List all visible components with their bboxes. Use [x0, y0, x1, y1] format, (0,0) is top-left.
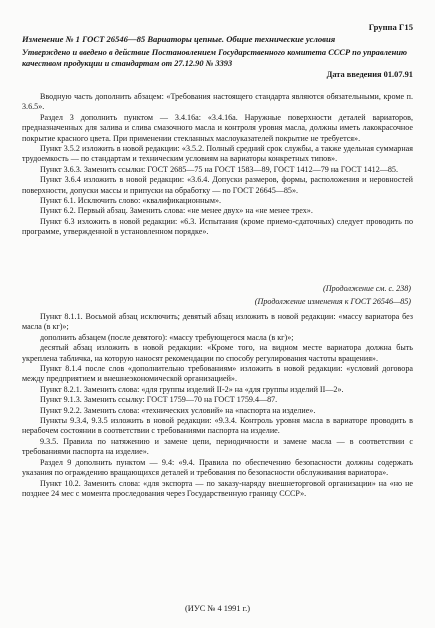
continuation-note: (Продолжение см. с. 238)	[323, 284, 411, 293]
paragraph: Пункт 3.6.3. Заменить ссылки: ГОСТ 2685—75 на ГОСТ 1583—89, ГОСТ 1412—79 на ГОСТ 1412—85.	[40, 164, 398, 174]
amendment-title: Изменение № 1 ГОСТ 26546—85 Вариаторы цепные. Общие технические условия	[22, 34, 336, 44]
paragraph: Пункт 8.2.1. Заменить слова: «для группы изделий II-2» на «для группы изделий II—2».	[40, 384, 344, 394]
paragraph: десятый абзац изложить в новой редакции: «Кроме того, на видном месте вариатора должна быть укреплена табличка, на которую наносят рекомендации по способу регулирования частоты вращения».	[22, 343, 413, 363]
effective-date: Дата введения 01.07.91	[326, 70, 413, 79]
paragraph: Пункты 9.3.4, 9.3.5 изложить в новой редакции: «9.3.4. Контроль уровня масла в вариаторе проводить в нерабочем состоянии в соответствии с требованиями паспорта на изделие.	[22, 416, 413, 436]
paragraph: Пункт 6.2. Первый абзац. Заменить слова: «не менее двух» на «не менее трех».	[40, 206, 313, 216]
paragraph: Пункт 3.5.2 изложить в новой редакции: «3.5.2. Полный средний срок службы, а также удельная суммарная трудоемкость — по стандартам и техническим условиям на вариаторы конкретных типов».	[22, 144, 413, 164]
paragraph: Вводную часть дополнить абзацем: «Требования настоящего стандарта являются обязательными, кроме п. 3.6.5».	[22, 92, 413, 112]
paragraph: Раздел 9 дополнить пунктом — 9.4: «9.4. Правила по обеспечению безопасности должны содержать указания по ограждению вращающихся деталей и требования по безопасности обслуживания вариатора».	[22, 457, 413, 478]
paragraph: Пункт 8.1.4 после слов «дополнительно требованиям» изложить в новой редакции: «условий договора между предприятием и внешнеэкономической организацией».	[22, 364, 413, 384]
paragraph: Пункт 6.3 изложить в новой редакции: «6.3. Испытания (кроме приемо-сдаточных) следует проводить по программе, утвержденной в установленном порядке».	[22, 216, 413, 237]
continuation-header: (Продолжение изменения к ГОСТ 26546—85)	[254, 297, 411, 306]
amendment-text-block-1	[22, 92, 413, 238]
publication-reference: (ИУС № 4 1991 г.)	[184, 604, 251, 613]
paragraph: дополнить абзацем (после девятого): «массу требующегося масла (в кг)»;	[40, 332, 294, 342]
paragraph: Пункт 6.1. Исключить слово: «квалификационным».	[40, 196, 222, 206]
paragraph: Пункт 9.2.2. Заменить слова: «технических условий» на «паспорта на изделие».	[40, 405, 316, 415]
paragraph: Раздел 3 дополнить пунктом — 3.4.16а: «3.4.16а. Наружные поверхности деталей вариаторов, предназначенных для залива и слива смазочного масла и контроля уровня масла, должны иметь лакокрасочное покрытие красного цвета. При применении стекланных маслоуказателей покрытие не требуется».	[22, 112, 413, 143]
paragraph: 9.3.5. Правила по натяжению и замене цепи, периодичности и замене масла — в соответствии с требованиями паспорта на изделие».	[22, 436, 413, 457]
amendment-text-block-2	[22, 312, 413, 499]
paragraph: Пункт 10.2. Заменить слова: «для экспорта — по заказу-наряду внешнеторговой организации» на «но не позднее 24 мес с момента проследования через Государственную границу СССР».	[22, 478, 413, 498]
paragraph: Пункт 8.1.1. Восьмой абзац исключить; девятый абзац изложить в новой редакции: «массу вариатора без масла (в кг)»;	[22, 312, 413, 332]
approval-statement: Утверждено и введено в действие Постановлением Государственного комитета СССР по управлению качеством продукции и стандартам от 27.12.90 № 3393	[22, 48, 408, 68]
paragraph: Пункт 9.1.3. Заменить ссылку: ГОСТ 1759—70 на ГОСТ 1759.4—87.	[40, 395, 278, 405]
paragraph: Пункт 3.6.4 изложить в новой редакции: «3.6.4. Допуски размеров, формы, расположения и неровностей поверхности, допуски массы и припуски на обработку — по ГОСТ 26645—85».	[22, 175, 413, 195]
group-code: Группа Г15	[368, 22, 413, 32]
